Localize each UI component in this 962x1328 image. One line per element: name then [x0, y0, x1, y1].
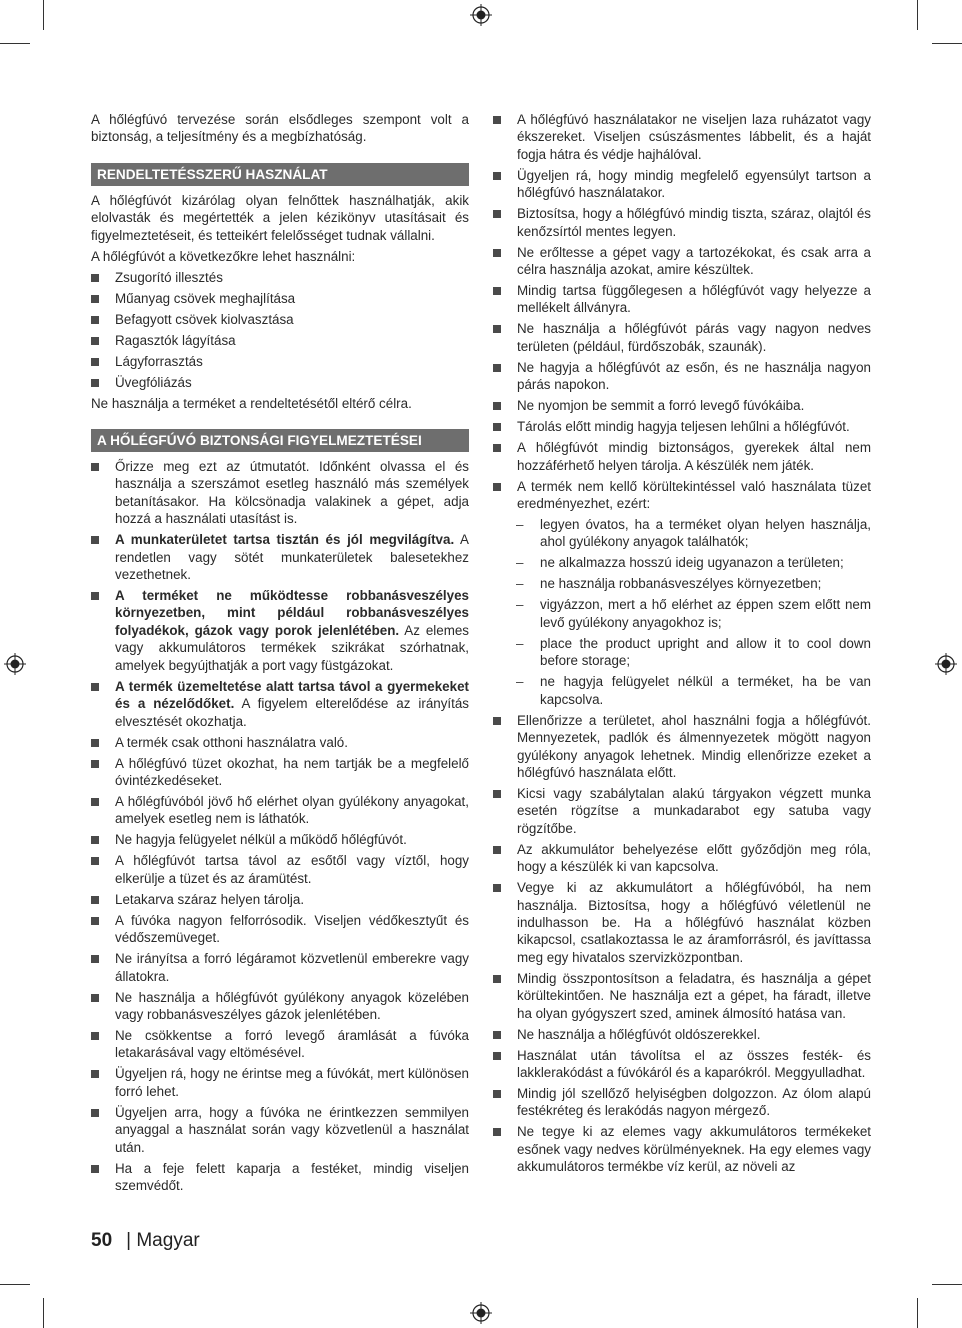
crop-mark: [43, 1298, 44, 1328]
list-item: Ne használja a hőlégfúvót oldószerekkel.: [493, 1026, 871, 1043]
right-column: [493, 111, 871, 1179]
list-item: Ne használja a hőlégfúvót párás vagy nagyon nedves területen (például, fürdőszobák, szaunák).: [493, 320, 871, 355]
list-item: A hőlégfúvóból jövő hő elérhet olyan gyúlékony anyagokat, amelyek esetleg nem is láthatók.: [91, 793, 469, 828]
list-item: Üvegfóliázás: [91, 374, 469, 391]
uses-list: [91, 269, 469, 391]
list-item: Ügyeljen rá, hogy ne érintse meg a fúvókát, mert különösen forró lehet.: [91, 1065, 469, 1100]
warning-bold: A terméket ne működtesse robbanásveszélyes környezetben, mint például robbanásveszélyes folyadékok, gázok vagy porok jelenlétében.: [115, 588, 469, 638]
crop-mark: [932, 43, 962, 44]
safety-list-continued: [493, 111, 871, 512]
list-item: Ne hagyja a hőlégfúvót az esőn, és ne használja nagyon párás napokon.: [493, 359, 871, 394]
list-item: Mindig jól szellőző helyiségben dolgozzon. Az ólom alapú festékréteg és lerakódás nagyon mérgező.: [493, 1085, 871, 1120]
list-item: Biztosítsa, hogy a hőlégfúvó mindig tiszta, száraz, olajtól és kenőzsírtól mentes legyen.: [493, 205, 871, 240]
intended-use-paragraph: A hőlégfúvót kizárólag olyan felnőttek használhatják, akik elolvasták és megértették a jelen kézikönyv utasításait és figyelmeztetéseit, és tetteikért felelősséget tudnak vállalni.: [91, 192, 469, 243]
list-item: Mindig összpontosítson a feladatra, és használja a gépet körültekintően. Ne használja ezt a gépet, ha fáradt, illetve ha olyan gyógyszert szed, aminek álmosító hatása van.: [493, 970, 871, 1022]
left-column: [91, 111, 469, 1198]
list-item: Mindig tartsa függőlegesen a hőlégfúvót vagy helyezze a mellékelt állványra.: [493, 282, 871, 317]
crop-mark: [917, 0, 918, 30]
list-item: Befagyott csövek kiolvasztása: [91, 311, 469, 328]
list-item: Ne csökkentse a forró levegő áramlását a fúvóka letakarásával vagy eltömésével.: [91, 1027, 469, 1062]
registration-mark-icon: [470, 4, 492, 26]
list-item: [91, 587, 469, 674]
fire-precautions-list: [493, 516, 871, 708]
section-heading-intended-use: RENDELTETÉSSZERŰ HASZNÁLAT: [91, 163, 469, 186]
warning-bold: A termék üzemeltetése alatt tartsa távol a gyermekeket és a nézelődőket.: [115, 678, 469, 712]
crop-mark: [0, 43, 30, 44]
list-item: Kicsi vagy szabálytalan alakú tárgyakon végzett munka esetén rögzítse a munkadarabot egy satuba vagy rögzítőbe.: [493, 785, 871, 837]
list-item: Tárolás előtt mindig hagyja teljesen lehűlni a hőlégfúvót.: [493, 418, 871, 435]
list-item: Ügyeljen arra, hogy a fúvóka ne érintkezzen semmilyen anyaggal a használat során vagy közvetlenül a használat után.: [91, 1104, 469, 1156]
dash-item: – ne alkalmazza hosszú ideig ugyanazon a területen;: [493, 554, 871, 571]
dash-item: – ne használja robbanásveszélyes környezetben;: [493, 575, 871, 592]
list-item: A termék csak otthoni használatra való.: [91, 734, 469, 751]
list-item: Ne erőltesse a gépet vagy a tartozékokat, és csak arra a célra használja azokat, amire készültek.: [493, 244, 871, 279]
crop-mark: [932, 1284, 962, 1285]
safety-list: [91, 458, 469, 1194]
list-item: Lágyforrasztás: [91, 353, 469, 370]
page-footer: [91, 1230, 200, 1252]
list-item: Ügyeljen rá, hogy mindig megfelelő egyensúlyt tartson a hőlégfúvó használatakor.: [493, 167, 871, 202]
list-item: Ne hagyja felügyelet nélkül a működő hőlégfúvót.: [91, 831, 469, 848]
warning-bold: A munkaterületet tartsa tisztán és jól megvilágítva.: [115, 532, 455, 548]
dash-item: – ne hagyja felügyelet nélkül a terméket, ha be van kapcsolva.: [493, 673, 871, 708]
list-item: Vegye ki az akkumulátort a hőlégfúvóból, ha nem használja. Biztosítsa, hogy a hőlégfúvó véletlenül ne indulhasson be. Ha a hőlégfúvó használat közben kikapcsol, csatlakoztassa le az áramforrásról, és javíttassa meg egy hivatalos szervizközpontban.: [493, 879, 871, 966]
crop-mark: [917, 1298, 918, 1328]
list-item: Ne tegye ki az elemes vagy akkumulátoros termékeket esőnek vagy nedves körülményeknek. Ha egy elemes vagy akkumulátoros termékbe víz kerül, az növeli az: [493, 1123, 871, 1175]
list-item: A hőlégfúvót mindig biztonságos, gyerekek által nem hozzáférhető helyen tárolja. A készülék nem játék.: [493, 439, 871, 474]
list-item: A termék nem kellő körültekintéssel való használata tüzet eredményezhet, ezért:: [493, 478, 871, 513]
dash-item: – legyen óvatos, ha a terméket olyan helyen használja, ahol gyúlékony anyagok találhatók;: [493, 516, 871, 551]
list-item: Ne irányítsa a forró légáramot közvetlenül emberekre vagy állatokra.: [91, 950, 469, 985]
list-item: Letakarva száraz helyen tárolja.: [91, 891, 469, 908]
intended-use-lead: A hőlégfúvót a következőkre lehet használni:: [91, 248, 356, 264]
warning-text: Az elemes vagy akkumulátoros termékek szikrákat szórhatnak, amelyek begyújthatják a port vagy füstgázokat.: [115, 622, 469, 673]
list-item: A hőlégfúvó tüzet okozhat, ha nem tartják be a megfelelő óvintézkedéseket.: [91, 755, 469, 790]
list-item: Ha a feje felett kaparja a festéket, mindig viseljen szemvédőt.: [91, 1160, 469, 1195]
list-item: A hőlégfúvót tartsa távol az esőtől vagy víztől, hogy elkerülje a tüzet és az áramütést.: [91, 852, 469, 887]
page-number: 50: [91, 1230, 113, 1251]
list-item: Ellenőrizze a területet, ahol használni fogja a hőlégfúvót. Mennyezetek, padlók és álmennyezetek mögött nagyon gyúlékony anyagok lehetnek. Mindig ellenőrizze ezeket a hőlégfúvó használata előtt.: [493, 712, 871, 782]
section-heading-safety-warnings: A HŐLÉGFÚVÓ BIZTONSÁGI FIGYELMEZTETÉSEI: [91, 429, 469, 452]
registration-mark-icon: [4, 653, 26, 675]
list-item: Zsugorító illesztés: [91, 269, 469, 286]
safety-list-continued-2: [493, 712, 871, 1176]
list-item: A fúvóka nagyon felforrósodik. Viseljen védőkesztyűt és védőszemüveget.: [91, 912, 469, 947]
list-item: Ne használja a hőlégfúvót gyúlékony anyagok közelében vagy robbanásveszélyes gázok jelenlétében.: [91, 989, 469, 1024]
crop-mark: [0, 1284, 30, 1285]
dash-item: – vigyázzon, mert a hő elérhet az éppen szem előtt nem levő gyúlékony anyagokhoz is;: [493, 596, 871, 631]
list-item: A hőlégfúvó használatakor ne viseljen laza ruházatot vagy ékszereket. Viseljen csúszásmentes lábbelit, és a haját fogja hátra és védje hajhálóval.: [493, 111, 871, 163]
intro-paragraph: A hőlégfúvó tervezése során elsődleges szempont volt a biztonság, a teljesítmény és a megbízhatóság.: [91, 112, 469, 145]
list-item: Az akkumulátor behelyezése előtt győződjön meg róla, hogy a készülék ki van kapcsolva.: [493, 841, 871, 876]
list-item: [91, 678, 469, 730]
list-item: Műanyag csövek meghajlítása: [91, 290, 469, 307]
registration-mark-icon: [470, 1302, 492, 1324]
registration-mark-icon: [935, 653, 957, 675]
list-item: Használat után távolítsa el az összes festék- és lakklerakódást a fúvókáról és a kaparókról. Meggyulladhat.: [493, 1047, 871, 1082]
list-item: [91, 531, 469, 583]
list-item: Ne nyomjon be semmit a forró levegő fúvókáiba.: [493, 397, 871, 414]
list-item: Ragasztók lágyítása: [91, 332, 469, 349]
footer-language: | Magyar: [126, 1230, 200, 1251]
warning-text: A rendetlen vagy sötét munkaterületek balesetekhez vezethetnek.: [115, 532, 469, 583]
crop-mark: [43, 0, 44, 30]
list-item: Őrizze meg ezt az útmutatót. Időnként olvassa el és használja a szerszámot esetleg használó más személyek betanításakor. Ha kölcsönadja valakinek a gépet, adja hozzá a használati utasítást is.: [91, 458, 469, 528]
misuse-paragraph: Ne használja a terméket a rendeltetésétől eltérő célra.: [91, 395, 412, 411]
warning-text: A figyelem elterelődése az irányítás elvesztését okozhatja.: [115, 696, 469, 729]
dash-item: – place the product upright and allow it to cool down before storage;: [493, 635, 871, 670]
